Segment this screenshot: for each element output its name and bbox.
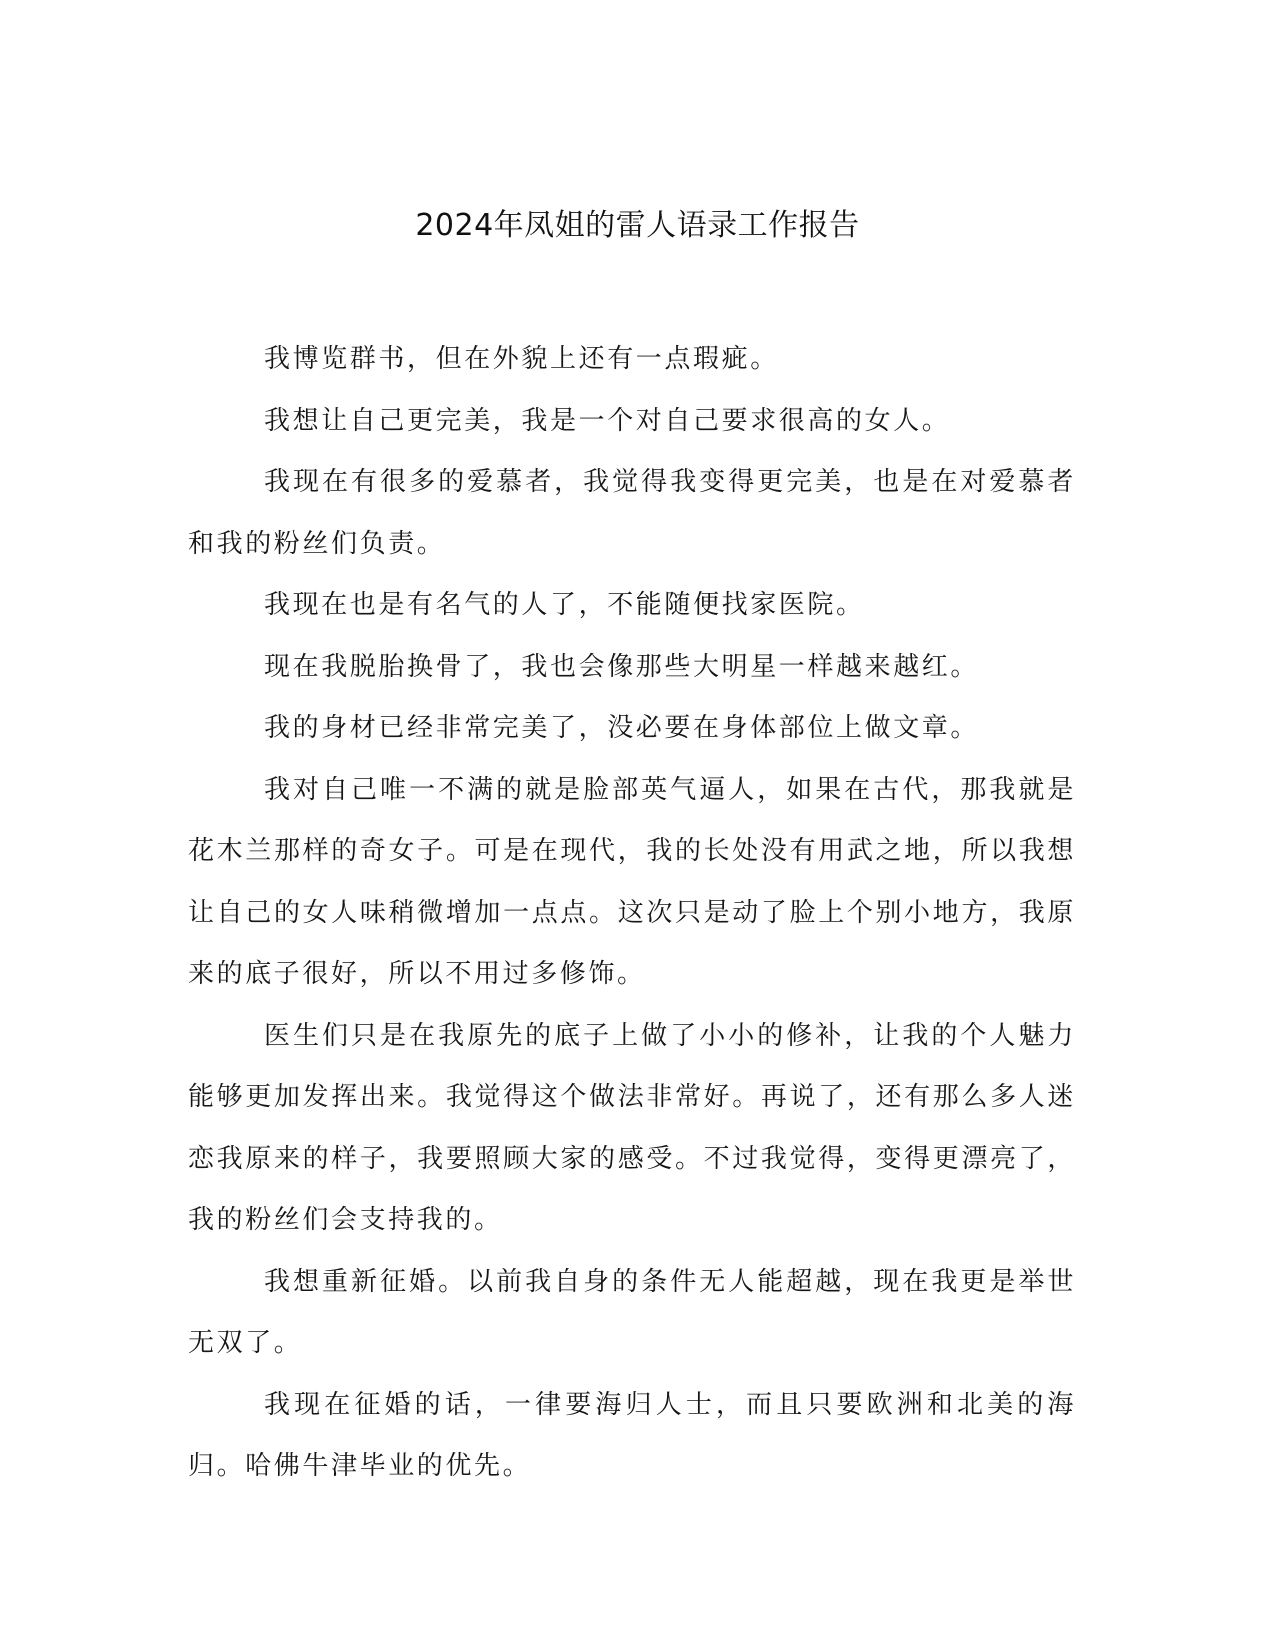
paragraph: 医生们只是在我原先的底子上做了小小的修补，让我的个人魅力能够更加发挥出来。我觉得这个做法非常好。再说了，还有那么多人迷恋我原来的样子，我要照顾大家的感受。不过我觉得，变得更漂亮了，我的粉丝们会支持我的。: [188, 1020, 1076, 1235]
document-body: [188, 329, 1076, 1498]
paragraph: 我博览群书，但在外貌上还有一点瑕疵。: [264, 344, 779, 374]
paragraph: 我现在也是有名气的人了，不能随便找家医院。: [264, 590, 865, 620]
paragraph: 我想让自己更完美，我是一个对自己要求很高的女人。: [264, 405, 951, 436]
paragraph: 我的身材已经非常完美了，没必要在身体部位上做文章。: [264, 713, 980, 743]
paragraph: 现在我脱胎换骨了，我也会像那些大明星一样越来越红。: [264, 651, 980, 682]
paragraph: 我对自己唯一不满的就是脸部英气逼人，如果在古代，那我就是花木兰那样的奇女子。可是在现代，我的长处没有用武之地，所以我想让自己的女人味稍微增加一点点。这次只是动了脸上个别小地方，我原来的底子很好，所以不用过多修饰。: [188, 774, 1076, 989]
document-title: 2024年凤姐的雷人语录工作报告: [415, 208, 860, 243]
paragraph: 我现在有很多的爱慕者，我觉得我变得更完美，也是在对爱慕者和我的粉丝们负责。: [188, 467, 1076, 559]
paragraph: 我现在征婚的话，一律要海归人士，而且只要欧洲和北美的海归。哈佛牛津毕业的优先。: [188, 1389, 1076, 1481]
paragraph: 我想重新征婚。以前我自身的条件无人能超越，现在我更是举世无双了。: [188, 1266, 1076, 1358]
